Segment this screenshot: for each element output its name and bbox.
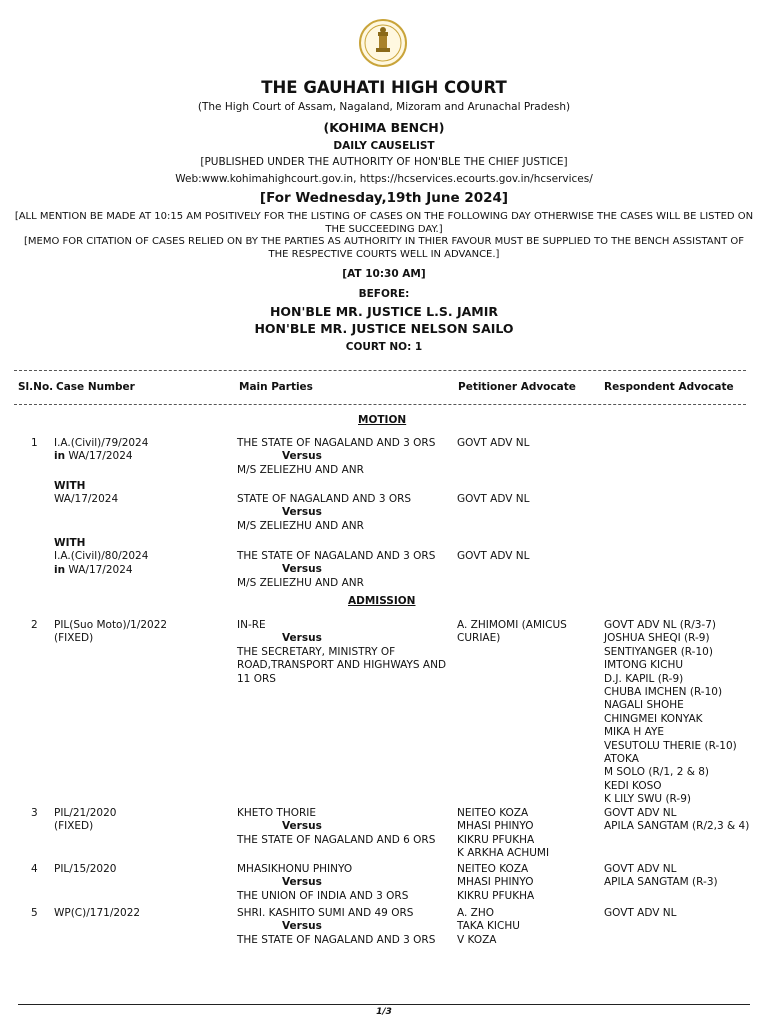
case-4-slno: 4 — [31, 863, 38, 875]
authority-note: [PUBLISHED UNDER THE AUTHORITY OF HON'BLE THE CHIEF JUSTICE] — [200, 156, 568, 168]
case-1-petitioner: GOVT ADV NL — [457, 437, 530, 449]
case-3-parties: KHETO THORIE Versus THE STATE OF NAGALAND AND 6 ORS — [237, 807, 436, 846]
case-3-slno: 3 — [31, 807, 38, 819]
case-5-slno: 5 — [31, 907, 38, 919]
case-1-with-1[interactable]: WITH WA/17/2024 — [54, 480, 119, 506]
before-label: BEFORE: — [358, 288, 410, 300]
case-1-with-2-petitioner: GOVT ADV NL — [457, 550, 530, 562]
court-title: THE GAUHATI HIGH COURT — [261, 78, 507, 97]
col-header-case: Case Number — [56, 381, 135, 393]
judge-2: HON'BLE MR. JUSTICE NELSON SAILO — [254, 321, 514, 336]
memo-note: [MEMO FOR CITATION OF CASES RELIED ON BY THE PARTIES AS AUTHORITY IN THIER FAVOUR MUST BE SUPPLIED TO THE BENCH ASSISTANT OF THE RESPECTIVE COURTS WELL IN ADVANCE.] — [24, 236, 744, 260]
case-2-respondents: GOVT ADV NL (R/3-7) JOSHUA SHEQI (R-9) SENTIYANGER (R-10) IMTONG KICHU D.J. KAPIL (R-9) CHUBA IMCHEN (R-10) NAGALI SHOHE CHINGMEI KONYAK MIKA H AYE VESUTOLU THERIE (R-10) ATOKA M SOLO (R/1, 2 & 8) KEDI KOSO K LILY SWU (R-9) — [604, 619, 737, 806]
mention-note: [ALL MENTION BE MADE AT 10:15 AM POSITIVELY FOR THE LISTING OF CASES ON THE FOLLOWING DAY OTHERWISE THE CASES WILL BE LISTED ON THE SUCCEEDING DAY.] — [14, 211, 754, 235]
causelist-date: [For Wednesday,19th June 2024] — [259, 190, 509, 206]
col-header-petitioner: Petitioner Advocate — [458, 381, 576, 393]
case-1-with-2[interactable]: WITH I.A.(Civil)/80/2024 in WA/17/2024 — [54, 537, 149, 576]
case-5-petitioners: A. ZHO TAKA KICHU V KOZA — [457, 907, 520, 946]
list-type: DAILY CAUSELIST — [333, 140, 435, 152]
case-1-number[interactable]: I.A.(Civil)/79/2024 in WA/17/2024 — [54, 437, 149, 463]
page-number: 1/3 — [376, 1007, 392, 1017]
judge-1: HON'BLE MR. JUSTICE L.S. JAMIR — [269, 304, 499, 319]
divider-header — [14, 404, 746, 405]
case-5-respondents: GOVT ADV NL — [604, 907, 677, 919]
case-5-number[interactable]: WP(C)/171/2022 — [54, 907, 141, 919]
case-2-petitioner: A. ZHIMOMI (AMICUS CURIAE) — [457, 619, 567, 645]
case-3-respondents: GOVT ADV NL APILA SANGTAM (R/2,3 & 4) — [604, 807, 750, 833]
case-4-parties: MHASIKHONU PHINYO Versus THE UNION OF INDIA AND 3 ORS — [237, 863, 409, 902]
hearing-time: [AT 10:30 AM] — [342, 268, 426, 280]
section-admission: ADMISSION — [348, 595, 416, 607]
court-subtitle: (The High Court of Assam, Nagaland, Mizoram and Arunachal Pradesh) — [197, 101, 571, 113]
col-header-slno: Sl.No. — [18, 381, 54, 393]
case-4-respondents: GOVT ADV NL APILA SANGTAM (R-3) — [604, 863, 718, 889]
case-1-parties: THE STATE OF NAGALAND AND 3 ORS Versus M/S ZELIEZHU AND ANR — [237, 437, 436, 476]
court-number: COURT NO: 1 — [345, 341, 423, 353]
case-5-parties: SHRI. KASHITO SUMI AND 49 ORS Versus THE STATE OF NAGALAND AND 3 ORS — [237, 907, 436, 946]
case-1-with-1-parties: STATE OF NAGALAND AND 3 ORS Versus M/S ZELIEZHU AND ANR — [237, 493, 412, 532]
col-header-respondent: Respondent Advocate — [604, 381, 734, 393]
bench-name: (KOHIMA BENCH) — [323, 120, 445, 135]
col-header-parties: Main Parties — [239, 381, 313, 393]
section-motion: MOTION — [358, 414, 407, 426]
case-1-with-1-petitioner: GOVT ADV NL — [457, 493, 530, 505]
case-3-number[interactable]: PIL/21/2020 (FIXED) — [54, 807, 117, 833]
case-3-petitioners: NEITEO KOZA MHASI PHINYO KIKRU PFUKHA K ARKHA ACHUMI — [457, 807, 550, 860]
court-emblem-icon — [358, 18, 408, 68]
case-1-with-2-parties: THE STATE OF NAGALAND AND 3 ORS Versus M/S ZELIEZHU AND ANR — [237, 550, 436, 589]
notices — [14, 211, 754, 261]
web-links[interactable]: Web:www.kohimahighcourt.gov.in, https://hcservices.ecourts.gov.in/hcservices/ — [175, 173, 593, 185]
footer-divider — [18, 1004, 750, 1005]
case-2-parties: IN-RE Versus THE SECRETARY, MINISTRY OF ROAD,TRANSPORT AND HIGHWAYS AND 11 ORS — [237, 619, 447, 685]
case-2-slno: 2 — [31, 619, 38, 631]
case-4-petitioners: NEITEO KOZA MHASI PHINYO KIKRU PFUKHA — [457, 863, 535, 902]
case-1-slno: 1 — [31, 437, 38, 449]
case-2-number[interactable]: PIL(Suo Moto)/1/2022 (FIXED) — [54, 619, 168, 645]
case-4-number[interactable]: PIL/15/2020 — [54, 863, 117, 875]
divider-top — [14, 370, 746, 371]
